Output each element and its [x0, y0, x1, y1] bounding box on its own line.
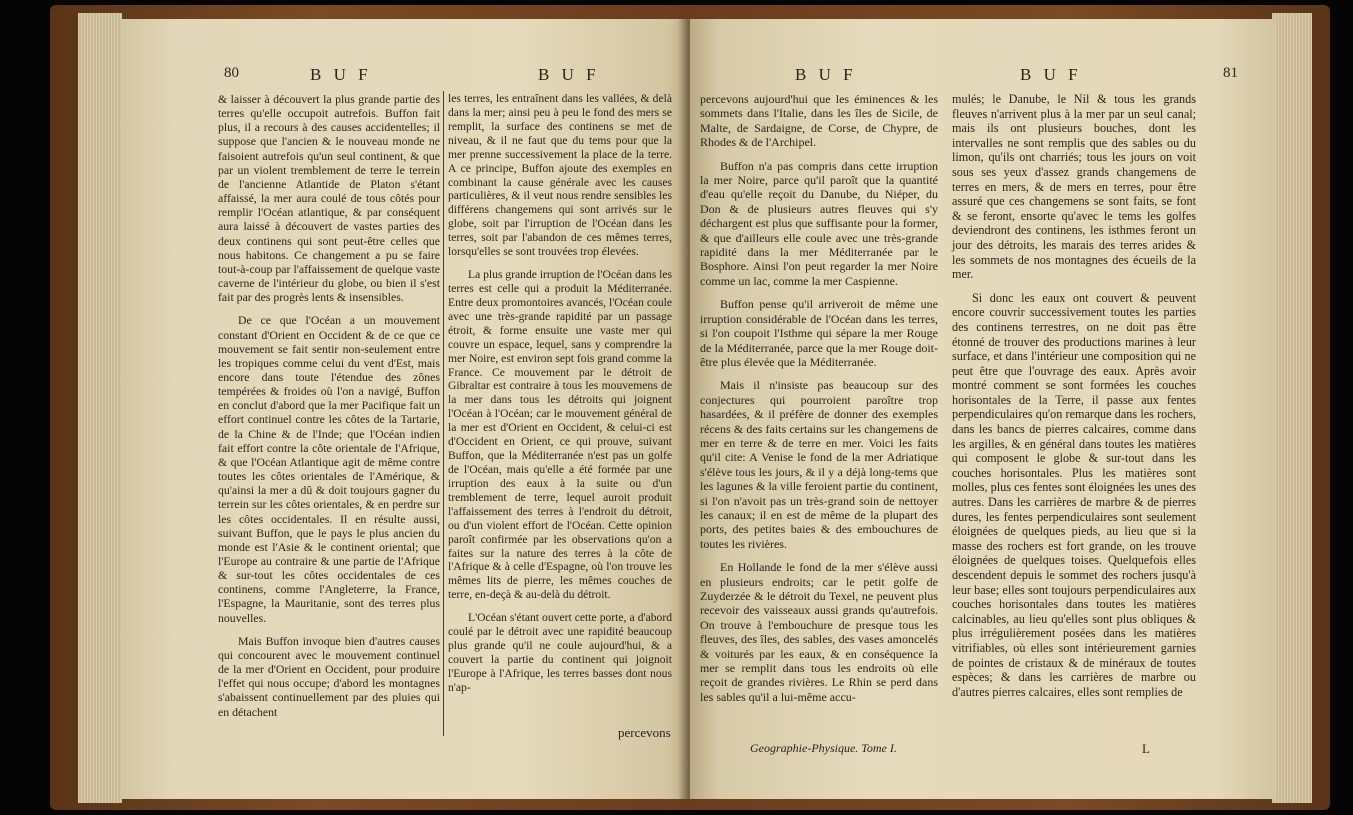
right-column-2	[952, 92, 1196, 708]
running-header-left: B U F	[310, 65, 372, 84]
paragraph: Mais il n'insiste pas beaucoup sur des conjectures qui pourroient paroître trop hasardées, & il préfère de donner des exemples récens & des faits certains sur les changemens de mer en terre & de terre en mer. Voici les faits qu'il cite: A Venise le fond de la mer Adriatique s'élève tous les jours, & il y a déjà long-tems que les lagunes & la ville feroient partie du continent, si l'on n'avoit pas un très-grand soin de nettoyer les canaux; il en est de même de la plupart des ports, des petites baies & des embouchures de toutes les rivières.	[700, 378, 938, 551]
paragraph: Buffon pense qu'il arriveroit de même une irruption considérable de l'Océan dans les terres, si l'on coupoit l'Isthme qui sépare la mer Rouge de la Méditerranée, parce que la mer Rouge doit-être plus élevée que la Méditerranée.	[700, 297, 938, 369]
running-header-right-col2: B U F	[1020, 65, 1082, 84]
page-number-right: 81	[1223, 65, 1238, 81]
open-book	[50, 5, 1330, 810]
page-footer: Geographie-Physique. Tome I.	[750, 741, 897, 755]
right-page	[690, 19, 1275, 799]
running-header-left-col2: B U F	[538, 65, 600, 84]
left-column-2	[448, 92, 672, 704]
page-edges-right	[1272, 13, 1312, 803]
paragraph: Mais Buffon invoque bien d'autres causes qui concourent avec le mouvement continuel de la mer d'Orient en Occident, pour produire l'effet qui nous occupe; d'abord les montagnes s'abaissent continuellement par des pluies qui en détachent	[218, 633, 440, 719]
paragraph: La plus grande irruption de l'Océan dans les terres est celle qui a produit la Méditerranée. Entre deux promontoires avancés, l'Océan coule avec une très-grande rapidité par un passage étroit, & forme ensuite une vaste mer qui couvre un espace, lequel, sans y comprendre la mer Noire, est environ sept fois grand comme la France. Ce mouvement par le détroit de Gibraltar est contraire à tous les mouvemens de la mer dans tous les détroits qui joignent l'Océan à l'Océan; car le mouvement général de la mer est d'Orient en Occident, & celui-ci est d'Occident en Orient, ce qui prouve, suivant Buffon, que la Méditerranée n'est pas un golfe de l'Océan, mais qu'elle a été formée par une irruption des eaux à la suite ou d'un tremblement de terre, lequel auroit produit l'affaissement des terres à l'endroit du détroit, ou d'un violent effort de l'Océan. Cette opinion paroît confirmée par les observations qu'on a faites sur la nature des terres à la côte de l'Afrique & à celle d'Espagne, où l'on trouve les mêmes lits de pierre, les mêmes couches de terre, en-deçà & au-delà du détroit.	[448, 268, 672, 602]
catchword-left: percevons	[618, 725, 671, 740]
paragraph: & laisser à découvert la plus grande partie des terres qu'elle occupoit autrefois. Buffon fait plus, il a recours à des causes accidentelles; il suppose que l'ancien & le nouveau monde ne faisoient autrefois qu'un seul continent, & que par un violent tremblement de terre le terrein de l'ancienne Atlantide de Platon s'étant affaissé, la mer aura coulé de tous côtés pour remplir l'Océan atlantique, & par conséquent aura laissé à découvert de vastes parties des deux continens qui sont peut-être celles que nous habitons. Ce changement a pu se faire tout-à-coup par l'affaissement de quelque vaste caverne de l'intérieur du globe, ou bien il s'est fait par des progrès lents & insensibles.	[218, 92, 440, 305]
right-column-1	[700, 92, 938, 713]
paragraph: Si donc les eaux ont couvert & peuvent encore couvrir successivement toutes les parties des continens terrestres, on ne doit pas être étonné de trouver des productions marines à leur surface, et dans l'intérieur une composition qui ne peut être que l'ouvrage des eaux. Après avoir montré comment se sont formées les couches horisontales de la Terre, il passe aux fentes perpendiculaires qu'on remarque dans les rochers, dans les bancs de pierres calcaires, comme dans les argilles, & en général dans toutes les matières qui composent le globe & sur-tout dans les couches horisontales. Plus les matières sont molles, plus ces fentes sont éloignées les unes des autres. Dans les carrières de marbre & de pierres dures, les fentes perpendiculaires sont seulement éloignées de quelques pieds, au lieu que si la masse des rochers est fort grande, on les trouve éloignées de quelques toises. Quelquefois elles descendent depuis le sommet des rochers jusqu'à leur base; elles sont toujours perpendiculaires aux couches horisontales dans toutes les matières calcinables, au lieu qu'elles sont plus obliques & plus irrégulièrement posées dans les matières vitrifiables, où elles sont intérieurement garnies de pointes de cristaux & de minéraux de toutes espèces; & dans les carrières de marbre ou d'autres pierres calcaires, elles sont remplies de	[952, 290, 1196, 699]
page-edges-left	[78, 13, 122, 803]
running-header-right: B U F	[795, 65, 857, 84]
left-column-1	[218, 92, 440, 728]
paragraph: De ce que l'Océan a un mouvement constant d'Orient en Occident & de ce que ce mouvement se fait sentir non-seulement entre les tropiques comme celui du vent d'Est, mais encore dans toute l'étendue des zônes tempérées & froides où l'on a navigé, Buffon en conclut d'abord que la mer Pacifique fait un effort continuel contre les côtes de la Tartarie, de la Chine & de l'Inde; que l'Océan indien fait effort contre la côte orientale de l'Afrique, & que l'Océan Atlantique agit de même contre toutes les côtes orientales de l'Amérique, & qu'ainsi la mer a dû & doit toujours gagner du terrein sur les côtes orientales, & en perdre sur les côtes occidentales. Il en résulte aussi, suivant Buffon, que le pays le plus ancien du monde est l'Asie & le continent oriental; que l'Europe au contraire & une partie de l'Afrique & sur-tout les côtes occidentales de ces continens, comme l'Angleterre, la France, l'Espagne, la Mauritanie, sont des terres plus nouvelles.	[218, 313, 440, 625]
left-page	[120, 19, 690, 799]
paragraph: percevons aujourd'hui que les éminences & les sommets dans l'Italie, dans les îles de Sicile, de Malte, de Sardaigne, de Corse, de Chypre, de Rhodes & de l'Archipel.	[700, 92, 938, 150]
column-rule	[443, 91, 444, 736]
paragraph: L'Océan s'étant ouvert cette porte, a d'abord coulé par le détroit avec une rapidité beaucoup plus grande qu'il ne coule aujourd'hui, & a couvert la partie du continent qui joignoit l'Europe à l'Afrique, les terres basses dont nous n'ap-	[448, 611, 672, 694]
paragraph: Buffon n'a pas compris dans cette irruption la mer Noire, parce qu'il paroît que la quantité d'eau qu'elle reçoit du Danube, du Niéper, du Don & de plusieurs autres fleuves qui s'y déchargent est plus que suffisante pour la former, & que d'ailleurs elle coule avec une très-grande rapidité dans la mer Méditerranée par le Bosphore. Ainsi l'on peut regarder la mer Noire comme un lac, comme la mer Caspienne.	[700, 158, 938, 288]
page-number-left: 80	[224, 65, 239, 81]
paragraph: les terres, les entraînent dans les vallées, & delà dans la mer; ainsi peu à peu le fond des mers se remplit, la surface des continens se met de niveau, & il ne faut que du tems pour que la mer prenne successivement la place de la terre. A ce principe, Buffon ajoute des exemples en combinant la cause générale avec les causes particulières, & il veut nous rendre sensibles les différens changemens qui sont arrivés sur le globe, soit par l'irruption de l'Océan dans les terres, soit par l'abandon de ces mêmes terres, lorsqu'elles se sont trouvées trop élevées.	[448, 92, 672, 259]
paragraph: mulés; le Danube, le Nil & tous les grands fleuves n'arrivent plus à la mer par un seul canal; mais ils ont plusieurs bouches, dont les intervalles ne sont remplis que des sables ou du limon, qu'ils ont charriés; tous les jours on voit sous ses yeux d'assez grands changemens de terres en mers, & de mers en terres, pour être assuré que ces changemens se sont faits, se font & se feront, ensorte qu'avec le tems les golfes deviendront des continens, les isthmes feront un jour des détroits, les marais des terres arides & les sommets de nos montagnes des écueils de la mer.	[952, 92, 1196, 282]
paragraph: En Hollande le fond de la mer s'élève aussi en plusieurs endroits; car le petit golfe de Zuyderzée & le détroit du Texel, ne peuvent plus recevoir des vaisseaux aussi grands qu'autrefois. On trouve à l'embouchure de presque tous les fleuves, des îles, des sables, des vases amoncelés & voiturés par les eaux, & en conséquence la mer se remplit dans tous les endroits où elle reçoit de grandes rivières. Le Rhin se perd dans les sables qu'il a lui-même accu-	[700, 560, 938, 704]
signature-mark: L	[1142, 741, 1150, 756]
